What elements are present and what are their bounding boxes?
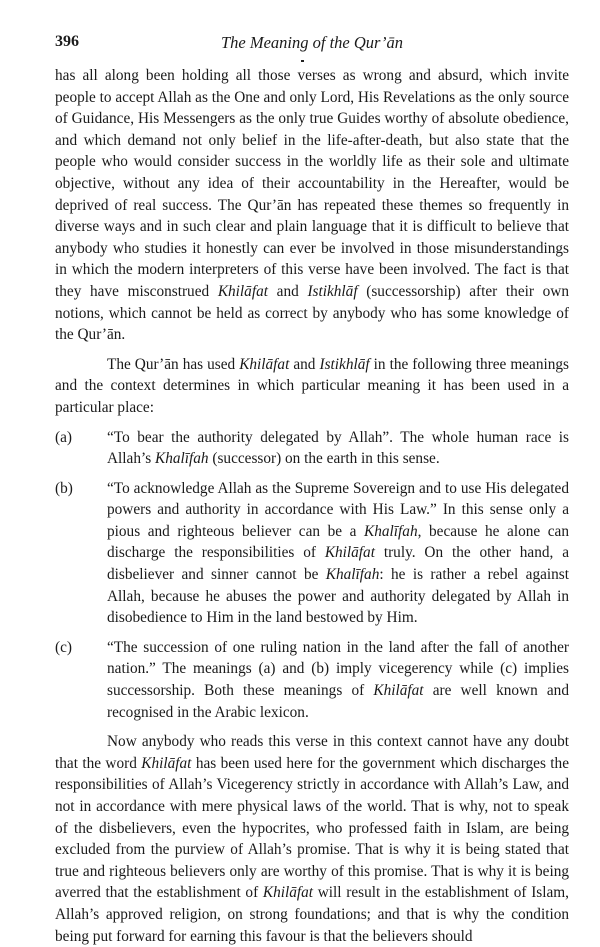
running-title: The Meaning of the Qur’ān <box>220 33 404 52</box>
paragraph-gap <box>55 629 569 637</box>
paragraph-gap <box>55 346 569 354</box>
list-label: (b) <box>55 479 73 497</box>
list-text: “To acknowledge Allah as the Supreme Sovereign and to use His delegated powers and authority in accordance with His Law.” In this sense only a pious and righteous believer can be a Khalīfah, because he alone can discharge the responsibilities of Khilāfat truly. On the other hand, a disbeliever and sinner cannot be Khalīfah: he is rather a rebel against Allah, because he abuses the power and authority delegated by Allah in disobedience to Him in the land bestowed by Him. <box>107 479 569 627</box>
list-item-a <box>55 427 569 470</box>
paragraph-gap <box>55 419 569 427</box>
term-khalifah: Khalīfah <box>325 566 380 584</box>
term-khalifah: Khalīfah <box>155 450 209 468</box>
term-istikhlaf: Istikhlāf <box>319 355 370 373</box>
term-khilafat: Khilāfat <box>217 282 268 300</box>
paragraph-3: Now anybody who reads this verse in this context cannot have any doubt that the word Khilāfat has been used here for the government which discharges the responsibilities of Allah’s Vicegerency strictly in accordance with Allah’s Law, and not in accordance with mere physical laws of the world. That is why, not to speak of the disbelievers, even the hypocrites, who professed faith in Islam, are being excluded from the purview of Allah’s promise. That is why it is being stated that true and righteous believers only are worthy of this promise. That is why it is being averred that the establishment of Khilāfat will result in the establishment of Islam, Allah’s approved religion, on strong foundations; and that is why the condition being put forward for earning this favour is that the believers should <box>55 733 569 945</box>
list-label: (c) <box>55 638 72 656</box>
list-text: “The succession of one ruling nation in the land after the fall of another nation.” The meanings (a) and (b) imply vicegerency while (c) implies successorship. Both these meanings of Khilāfat are well known and recognised in the Arabic lexicon. <box>107 638 569 721</box>
body-text <box>55 65 569 947</box>
page-number: 396 <box>55 33 79 50</box>
page-header <box>55 0 569 60</box>
list-label: (a) <box>55 428 72 446</box>
header-mark <box>301 60 304 62</box>
paragraph-2: The Qur’ān has used Khilāfat and Istikhlāf in the following three meanings and the context determines in which particular meaning it has been used in a particular place: <box>55 355 569 416</box>
paragraph-gap <box>55 723 569 731</box>
book-page <box>55 0 570 945</box>
term-khilafat: Khilāfat <box>239 355 290 373</box>
term-istikhlaf: Istikhlāf <box>307 282 358 300</box>
paragraph-gap <box>55 470 569 478</box>
term-khilafat: Khilāfat <box>324 544 375 562</box>
term-khilafat: Khilāfat <box>141 754 192 772</box>
list-text: “To bear the authority delegated by Allah”. The whole human race is Allah’s Khalīfah (successor) on the earth in this sense. <box>107 428 569 468</box>
term-khilafat: Khilāfat <box>373 682 424 700</box>
list-item-b <box>55 478 569 629</box>
term-khilafat: Khilāfat <box>262 884 314 902</box>
term-khalifah: Khalīfah <box>364 522 418 540</box>
paragraph-1: has all along been holding all those verses as wrong and absurd, which invite people to accept Allah as the One and only Lord, His Revelations as the only source of Guidance, His Messengers as the only true Guides worthy of absolute obedience, and which demand not only belief in the life-after-death, but also state that the people who would consider success in the worldly life as their sole and ultimate objective, without any idea of their accountability in the Hereafter, would be deprived of real success. The Qur’ān has repeated these themes so frequently in diverse ways and in such clear and plain language that it is difficult to believe that anybody who studies it honestly can ever be involved in those misunderstandings in which the modern interpreters of this verse have been involved. The fact is that they have misconstrued Khilāfat and Istikhlāf (successorship) after their own notions, which cannot be held as correct by anybody who has some knowledge of the Qur’ān. <box>55 67 570 344</box>
list-item-c <box>55 637 569 723</box>
